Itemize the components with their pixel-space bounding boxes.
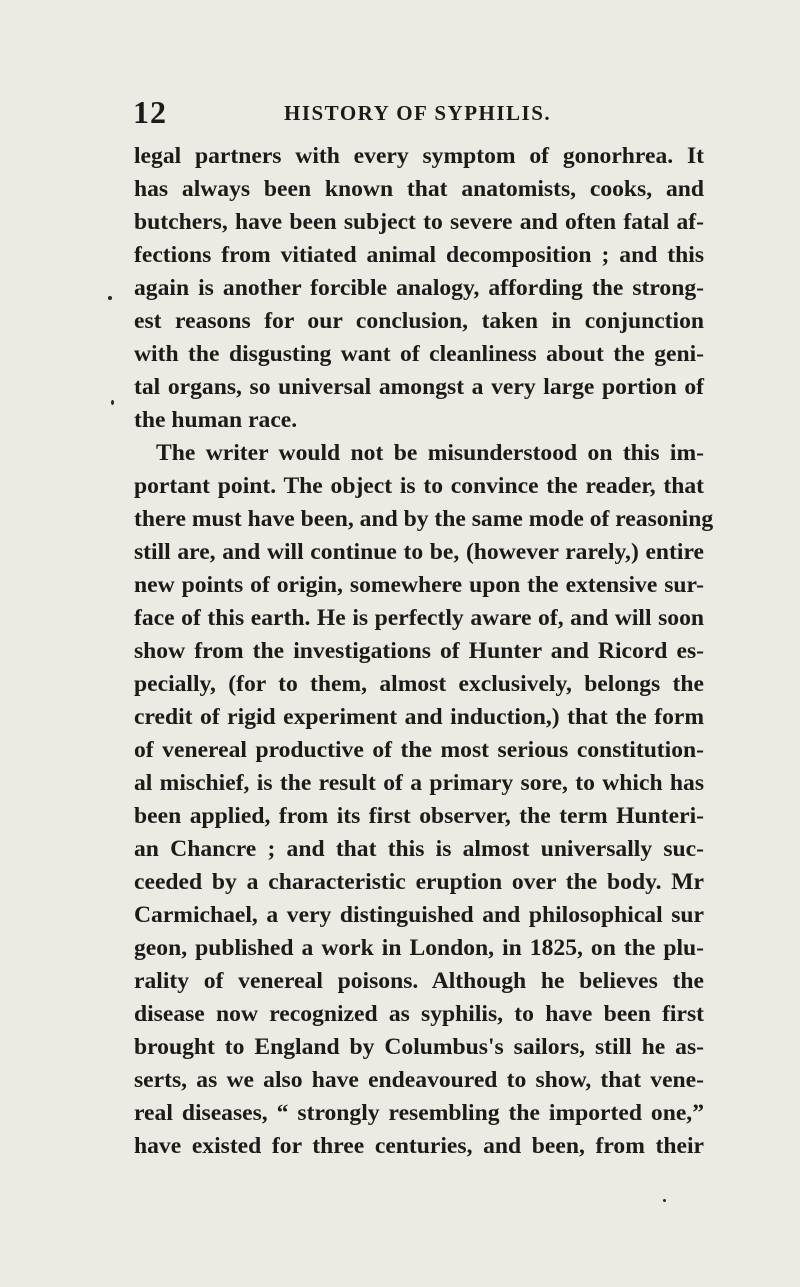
text-line: The writer would not be misunderstood on this im-: [156, 440, 704, 466]
text-line: serts, as we also have endeavoured to show, that vene-: [134, 1067, 704, 1093]
body-text: [134, 140, 714, 1163]
text-line: pecially, (for to them, almost exclusively, belongs the: [134, 671, 704, 697]
text-line: ceeded by a characteristic eruption over the body. Mr: [134, 869, 704, 895]
text-line: credit of rigid experiment and induction,) that the form: [134, 704, 704, 730]
text-line: show from the investigations of Hunter and Ricord es-: [134, 638, 704, 664]
running-head: [0, 92, 800, 132]
text-line: geon, published a work in London, in 1825, on the plu-: [134, 935, 704, 961]
text-line: rality of venereal poisons. Although he believes the: [134, 968, 704, 994]
ink-speck: [663, 1199, 666, 1202]
page-number: 12: [133, 94, 167, 130]
text-line: al mischief, is the result of a primary sore, to which has: [134, 770, 704, 796]
text-line: again is another forcible analogy, affording the strong-: [134, 275, 704, 301]
text-line: face of this earth. He is perfectly aware of, and will soon: [134, 605, 704, 631]
running-title: HISTORY OF SYPHILIS.: [284, 101, 552, 125]
text-line: butchers, have been subject to severe and often fatal af-: [134, 209, 704, 235]
text-line: fections from vitiated animal decomposition ; and this: [134, 242, 704, 268]
text-line: portant point. The object is to convince the reader, that: [134, 473, 704, 499]
ink-speck: [108, 296, 112, 300]
ink-speck: [111, 400, 114, 405]
text-line: brought to England by Columbus's sailors, still he as-: [134, 1034, 704, 1060]
text-line: there must have been, and by the same mode of reasoning: [134, 506, 714, 532]
text-line: disease now recognized as syphilis, to have been first: [134, 1001, 704, 1027]
text-line: est reasons for our conclusion, taken in conjunction: [134, 308, 704, 334]
text-line: new points of origin, somewhere upon the extensive sur-: [134, 572, 704, 598]
text-line: still are, and will continue to be, (however rarely,) entire: [134, 539, 704, 565]
text-line: tal organs, so universal amongst a very large portion of: [134, 374, 704, 400]
text-line: been applied, from its first observer, the term Hunteri-: [134, 803, 704, 829]
text-line: an Chancre ; and that this is almost universally suc-: [134, 836, 704, 862]
text-line: with the disgusting want of cleanliness about the geni-: [134, 341, 704, 367]
text-line: legal partners with every symptom of gonorhrea. It: [134, 143, 704, 169]
text-line: of venereal productive of the most serious constitution-: [134, 737, 704, 763]
text-line: real diseases, “ strongly resembling the imported one,”: [134, 1100, 704, 1126]
text-line: the human race.: [134, 407, 298, 433]
text-line: have existed for three centuries, and been, from their: [134, 1133, 704, 1159]
text-line: has always been known that anatomists, cooks, and: [134, 176, 704, 202]
text-line: Carmichael, a very distinguished and philosophical sur: [134, 902, 704, 928]
